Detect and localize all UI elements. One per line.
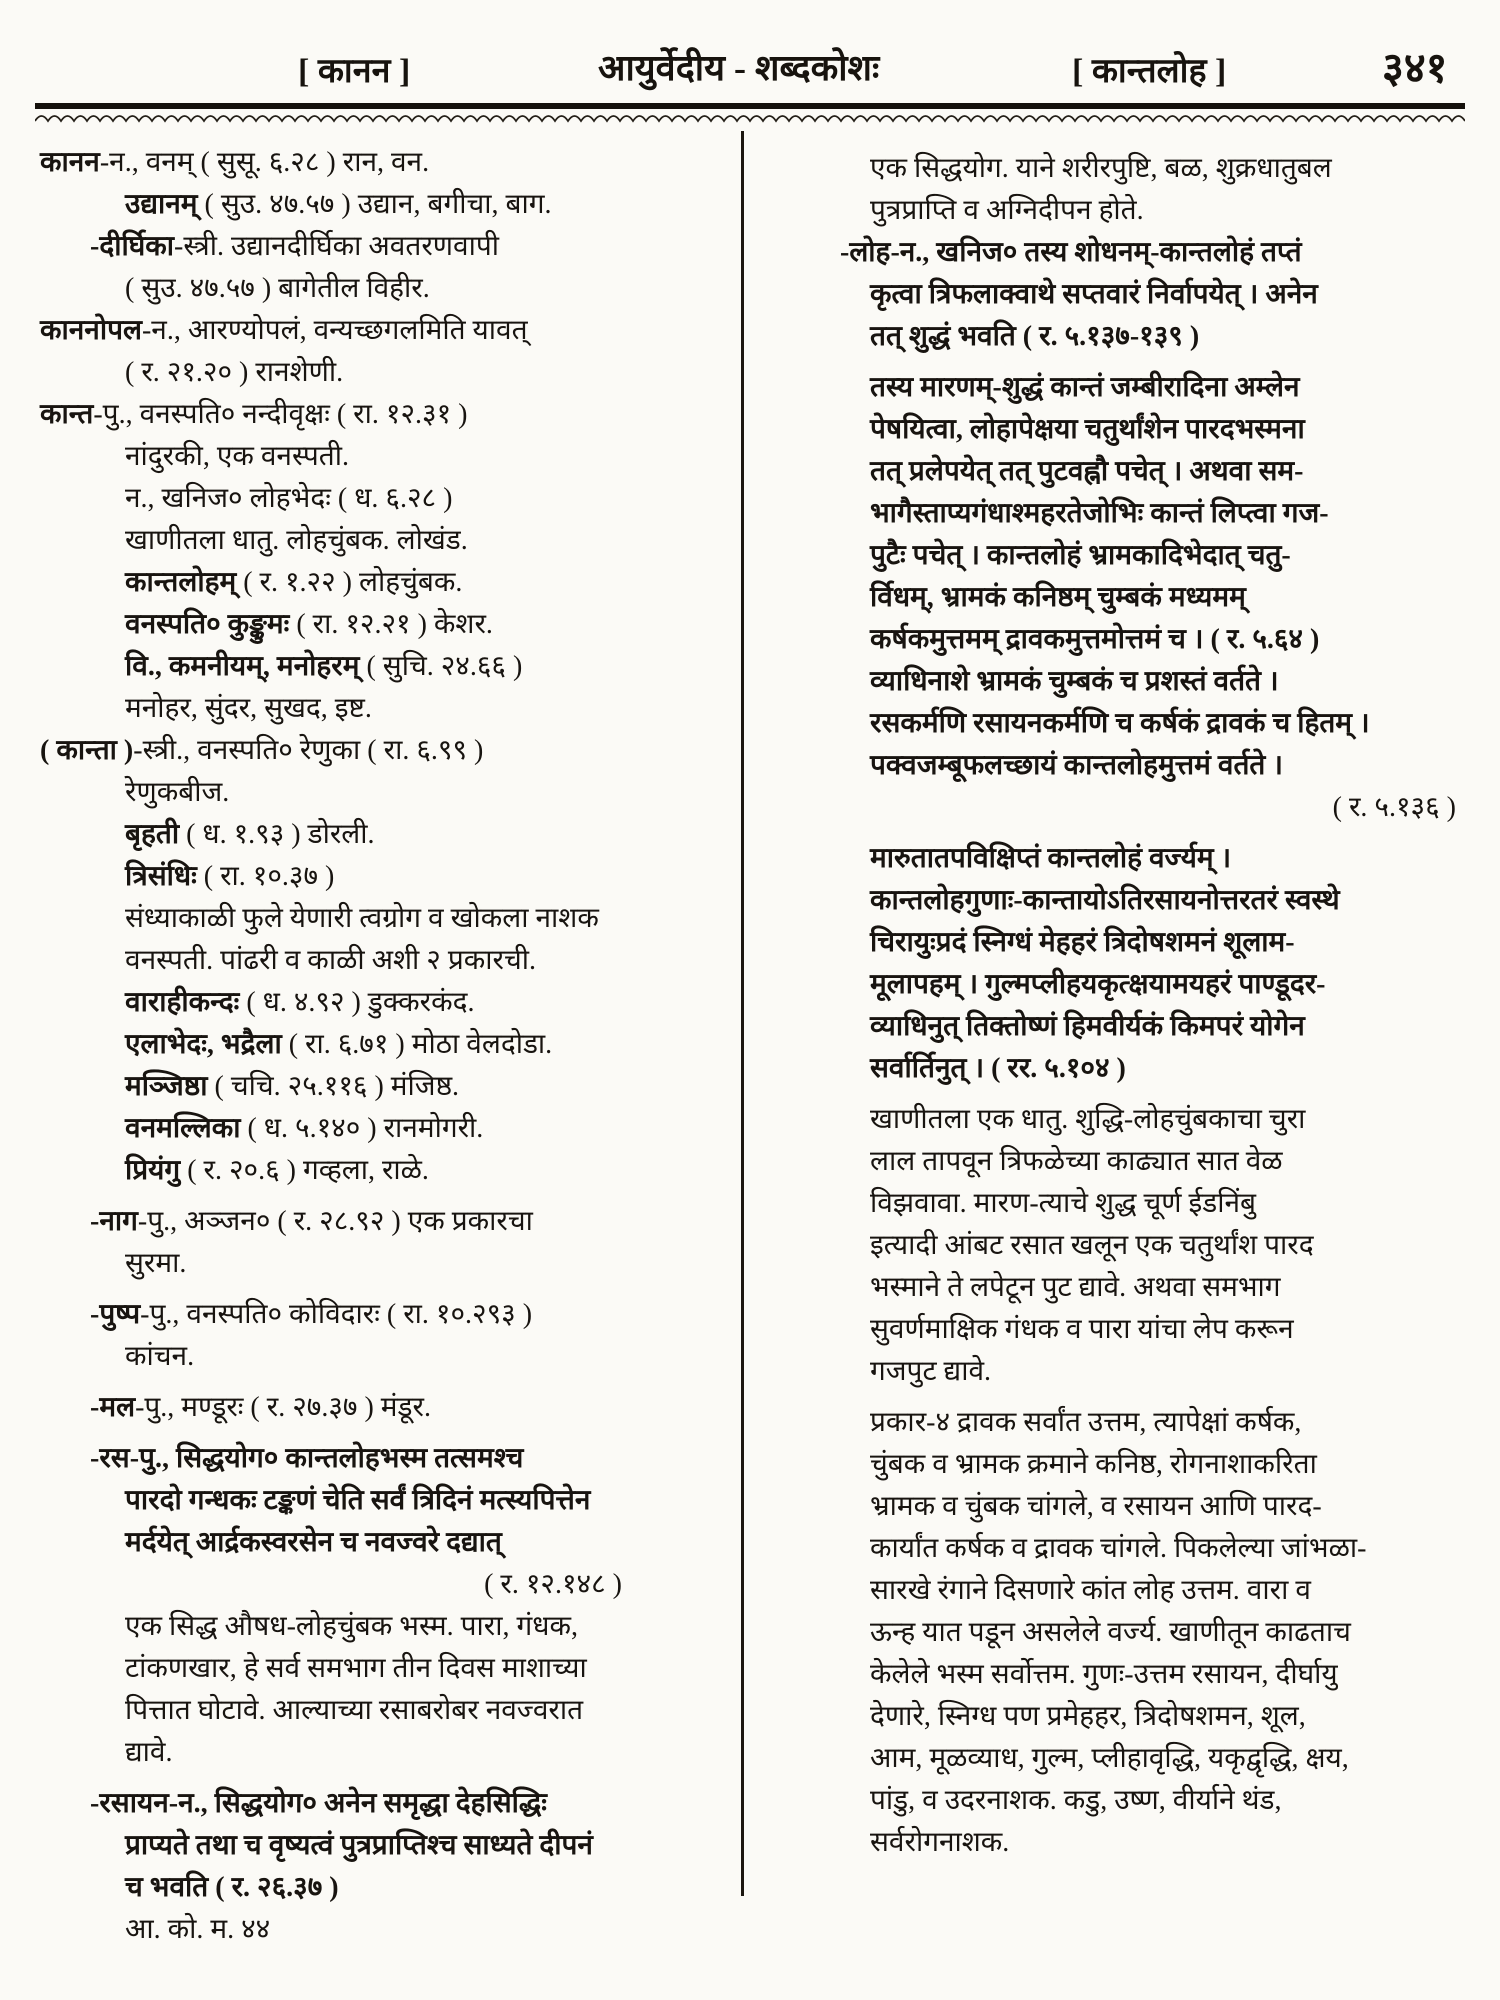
line-text: भस्माने ते लपेटून पुट द्यावे. अथवा समभाग xyxy=(870,1272,1281,1303)
line-text: -न., वनम् ( सुसू. ६.२८ ) रान, वन. xyxy=(99,147,430,178)
dict-line xyxy=(125,1066,640,1108)
dict-line xyxy=(125,814,640,856)
dict-line xyxy=(870,661,1460,703)
dict-line xyxy=(40,310,640,352)
headword: एलाभेदः, भद्रैला xyxy=(125,1029,282,1060)
line-text: सर्वार्तिनुत् । ( रर. ५.१०४ ) xyxy=(870,1053,1126,1084)
line-text: मनोहर, सुंदर, सुखद, इष्ट. xyxy=(125,693,372,724)
dict-line xyxy=(870,367,1460,409)
line-text: केलेले भस्म सर्वोत्तम. गुणः-उत्तम रसायन, दीर्घायु xyxy=(870,1659,1338,1690)
line-text: सुवर्णमाक्षिक गंधक व पारा यांचा लेप करून xyxy=(870,1314,1294,1345)
line-text: ( र. २०.६ ) गव्हला, राळे. xyxy=(180,1155,429,1186)
dict-line xyxy=(90,1387,640,1429)
dict-line xyxy=(870,1006,1460,1048)
headword: कानन xyxy=(40,147,100,178)
line-text: एक सिद्ध औषध-लोहचुंबक भस्म. पारा, गंधक, xyxy=(125,1611,578,1642)
line-text: -न., आरण्योपलं, वन्यच्छगलमिति यावत् xyxy=(141,315,528,346)
page-title: आयुर्वेदीय - शब्दकोशः xyxy=(598,48,880,88)
line-text: पुत्रप्राप्ति व अग्निदीपन होते. xyxy=(870,195,1144,226)
dict-line xyxy=(870,535,1460,577)
dict-line xyxy=(90,1201,640,1243)
line-text: ( ध. १.९३ ) डोरली. xyxy=(179,819,375,850)
dict-line xyxy=(870,922,1460,964)
headword: वाराहीकन्दः xyxy=(125,987,240,1018)
dict-line xyxy=(125,478,640,520)
line-text: तत् प्रलेपयेत् तत् पुटवह्नौ पचेत् । अथवा सम- xyxy=(870,456,1304,487)
dict-line xyxy=(125,1336,640,1378)
line-text: ( र. २१.२० ) रानशेणी. xyxy=(125,357,344,388)
dict-line xyxy=(125,352,640,394)
dict-line xyxy=(125,436,640,478)
headword: -मल xyxy=(90,1392,136,1423)
line-text: ( रा. ६.७१ ) मोठा वेलदोडा. xyxy=(281,1029,553,1060)
dict-line xyxy=(870,1141,1460,1183)
line-text: -न., सिद्धयोग० अनेन समृद्धा देहसिद्धिः xyxy=(168,1788,547,1819)
line-text: वनस्पती. पांढरी व काळी अशी २ प्रकारची. xyxy=(125,945,537,976)
headword: त्रिसंधिः xyxy=(125,861,197,892)
dict-line xyxy=(125,1108,640,1150)
dict-line xyxy=(125,1732,640,1774)
dict-line xyxy=(870,1309,1460,1351)
line-text: ( रा. १०.३७ ) xyxy=(196,861,335,892)
line-text: मारुतातपविक्षिप्तं कान्तलोहं वर्ज्यम् । xyxy=(870,843,1232,874)
headword: प्रियंगु xyxy=(125,1155,181,1186)
line-text: सुरमा. xyxy=(125,1248,187,1279)
line-text: एक सिद्धयोग. याने शरीरपुष्टि, बळ, शुक्रधातुबल xyxy=(870,153,1332,184)
headword: वनमल्लिका xyxy=(125,1113,241,1144)
dict-line xyxy=(870,190,1460,232)
line-text: खाणीतला एक धातु. शुद्धि-लोहचुंबकाचा चुरा xyxy=(870,1104,1306,1135)
headword: काननोपल xyxy=(40,315,142,346)
dict-line xyxy=(125,1909,640,1951)
column-left xyxy=(40,142,640,1951)
line-text: पित्तात घोटावे. आल्याच्या रसाबरोबर नवज्वरात xyxy=(125,1695,584,1726)
headword: वनस्पति० कुङ्कुमः xyxy=(125,609,290,640)
headword: बृहती xyxy=(125,819,180,850)
line-text: -पु., मण्डूरः ( र. २७.३७ ) मंडूर. xyxy=(135,1392,431,1423)
dict-line xyxy=(125,982,640,1024)
dict-line xyxy=(125,604,640,646)
line-text: आम, मूळव्याध, गुल्म, प्लीहावृद्धि, यकृद्वृद्धि, क्षय, xyxy=(870,1743,1349,1774)
dict-line xyxy=(125,646,640,688)
dict-line xyxy=(125,268,640,310)
dict-line xyxy=(870,1402,1460,1444)
line-text: -पु., अञ्जन० ( र. २८.९२ ) एक प्रकारचा xyxy=(137,1206,533,1237)
line-text: ( सुउ. ४७.५७ ) बागेतील विहीर. xyxy=(125,273,430,304)
dict-line xyxy=(870,148,1460,190)
line-text: सारखे रंगाने दिसणारे कांत लोह उत्तम. वारा व xyxy=(870,1575,1311,1606)
line-text: प्राप्यते तथा च वृष्यत्वं पुत्रप्राप्तिश्च साध्यते दीपनं xyxy=(125,1830,593,1861)
dict-line xyxy=(125,898,640,940)
dict-line xyxy=(40,142,640,184)
line-text: व्याधिनाशे भ्रामकं चुम्बकं च प्रशस्तं वर्तते । xyxy=(870,666,1279,697)
dict-line xyxy=(870,1267,1460,1309)
line-text: संध्याकाळी फुले येणारी त्वग्रोग व खोकला नाशक xyxy=(125,903,599,934)
line-text: भागैस्ताप्यगंधाश्महरतेजोभिः कान्तं लिप्त्वा गज- xyxy=(870,498,1329,529)
dict-line xyxy=(870,1780,1460,1822)
dict-line xyxy=(870,316,1460,358)
dict-line xyxy=(870,619,1460,661)
dict-line xyxy=(125,1150,640,1192)
line-text: मर्दयेत् आर्द्रकस्वरसेन च नवज्वरे दद्यात् xyxy=(125,1527,502,1558)
headword: उद्यानम् xyxy=(125,189,198,220)
line-text: गजपुट द्यावे. xyxy=(870,1356,992,1387)
line-text: ऊन्ह यात पडून असलेले वर्ज्य. खाणीतून काढताच xyxy=(870,1617,1351,1648)
dict-line xyxy=(125,520,640,562)
line-text: कृत्वा त्रिफलाक्वाथे सप्तवारं निर्वापयेत् । अनेन xyxy=(870,279,1318,310)
line-text: ( सुउ. ४७.५७ ) उद्यान, बगीचा, बाग. xyxy=(197,189,552,220)
dict-line xyxy=(125,772,640,814)
wavy-rule xyxy=(35,111,1465,125)
line-text: पेषयित्वा, लोहापेक्षया चतुर्थांशेन पारदभस्मना xyxy=(870,414,1305,445)
line-text: ( रा. १२.२१ ) केशर. xyxy=(289,609,493,640)
line-text: -पु., सिद्धयोग० कान्तलोहभस्म तत्समश्च xyxy=(129,1443,524,1474)
line-text: रसकर्मणि रसायनकर्मणि च कर्षकं द्रावकं च हितम् । xyxy=(870,708,1370,739)
line-text: -न., खनिज० तस्य शोधनम्-कान्तलोहं तप्तं xyxy=(890,237,1302,268)
column-divider xyxy=(741,131,744,1896)
column-right xyxy=(840,148,1460,1864)
line-text: भ्रामक व चुंबक चांगले, व रसायन आणि पारद- xyxy=(870,1491,1322,1522)
line-text: नांदुरकी, एक वनस्पती. xyxy=(125,441,349,472)
line-text: -पु., वनस्पति० कोविदारः ( रा. १०.२९३ ) xyxy=(140,1299,533,1330)
headword: वि., कमनीयम्, मनोहरम् xyxy=(125,651,360,682)
dict-line xyxy=(870,703,1460,745)
dict-line xyxy=(870,1183,1460,1225)
dict-line xyxy=(90,1783,640,1825)
dict-line xyxy=(125,1243,640,1285)
dict-line xyxy=(40,1564,622,1606)
dict-line xyxy=(870,1612,1460,1654)
dict-line xyxy=(40,730,640,772)
line-text: रेणुकबीज. xyxy=(125,777,230,808)
dict-line xyxy=(870,964,1460,1006)
line-text: लाल तापवून त्रिफळेच्या काढ्यात सात वेळ xyxy=(870,1146,1283,1177)
line-text: प्रकार-४ द्रावक सर्वांत उत्तम, त्यापेक्षां कर्षक, xyxy=(870,1407,1302,1438)
dict-line xyxy=(125,856,640,898)
line-text: न., खनिज० लोहभेदः ( ध. ६.२८ ) xyxy=(125,483,453,514)
line-text: विझवावा. मारण-त्याचे शुद्ध चूर्ण ईडनिंबु xyxy=(870,1188,1256,1219)
line-text: कार्यांत कर्षक व द्रावक चांगले. पिकलेल्या जांभळा- xyxy=(870,1533,1367,1564)
dict-line xyxy=(870,451,1460,493)
dict-line xyxy=(840,232,1460,274)
dict-line xyxy=(125,1867,640,1909)
headword: -रसायन xyxy=(90,1788,169,1819)
dict-line xyxy=(870,1225,1460,1267)
dict-line xyxy=(870,1048,1460,1090)
dict-line xyxy=(125,1606,640,1648)
headword: कान्तलोहगुणाः xyxy=(870,885,1014,916)
headword: -पुष्प xyxy=(90,1299,141,1330)
dict-line xyxy=(870,838,1460,880)
line-text: ( र. १२.१४८ ) xyxy=(484,1569,622,1600)
dict-line xyxy=(125,940,640,982)
dict-line xyxy=(125,184,640,226)
line-text: र्विधम्, भ्रामकं कनिष्ठम् चुम्बकं मध्यमम् xyxy=(870,582,1246,613)
headword: कान्त xyxy=(40,399,94,430)
line-text: ( चचि. २५.११६ ) मंजिष्ठ. xyxy=(207,1071,460,1102)
headword: मञ्जिष्ठा xyxy=(125,1071,208,1102)
line-text: तत् शुद्धं भवति ( र. ५.१३७-१३९ ) xyxy=(870,321,1200,352)
line-text: इत्यादी आंबट रसात खलून एक चतुर्थांश पारद xyxy=(870,1230,1314,1261)
dict-line xyxy=(125,1690,640,1732)
page-number: ३४१ xyxy=(1382,46,1448,92)
line-text: आ. को. म. ४४ xyxy=(125,1914,271,1945)
dict-line xyxy=(840,787,1456,829)
dict-line xyxy=(870,274,1460,316)
dict-line xyxy=(870,1099,1460,1141)
dict-line xyxy=(40,394,640,436)
dict-line xyxy=(90,1438,640,1480)
line-text: पुटैः पचेत् । कान्तलोहं भ्रामकादिभेदात् चतु- xyxy=(870,540,1291,571)
line-text: -स्त्री., वनस्पति० रेणुका ( रा. ६.९९ ) xyxy=(133,735,484,766)
dict-line xyxy=(870,1528,1460,1570)
headword: -लोह xyxy=(840,237,891,268)
line-text: द्यावे. xyxy=(125,1737,173,1768)
line-text: -शुद्धं कान्तं जम्बीरादिना अम्लेन xyxy=(992,372,1300,403)
line-text: व्याधिनुत् तिक्तोष्णं हिमवीर्यकं किमपरं योगेन xyxy=(870,1011,1305,1042)
dict-line xyxy=(125,1648,640,1690)
dict-line xyxy=(870,1738,1460,1780)
dict-line xyxy=(125,1480,640,1522)
line-text: कर्षकमुत्तमम् द्रावकमुत्तमोत्तमं च । ( र. ५.६४ ) xyxy=(870,624,1320,655)
headword: -रस xyxy=(90,1443,130,1474)
dict-line xyxy=(870,1654,1460,1696)
line-text: ( ध. ४.९२ ) डुक्करकंद. xyxy=(239,987,475,1018)
line-text: ( ध. ५.१४० ) रानमोगरी. xyxy=(240,1113,484,1144)
dict-line xyxy=(870,1822,1460,1864)
dict-line xyxy=(870,1696,1460,1738)
dict-line xyxy=(870,745,1460,787)
line-text: ( सुचि. २४.६६ ) xyxy=(359,651,523,682)
line-text: ( र. १.२२ ) लोहचुंबक. xyxy=(236,567,463,598)
line-text: ( र. ५.१३६ ) xyxy=(1332,792,1456,823)
line-text: -पु., वनस्पति० नन्दीवृक्षः ( रा. १२.३१ ) xyxy=(93,399,468,430)
line-text: खाणीतला धातु. लोहचुंबक. लोखंड. xyxy=(125,525,468,556)
headword: ( कान्ता ) xyxy=(40,735,134,766)
dict-line xyxy=(870,1570,1460,1612)
dict-line xyxy=(870,409,1460,451)
line-text: च भवति ( र. २६.३७ ) xyxy=(125,1872,339,1903)
headword: तस्य मारणम् xyxy=(870,372,993,403)
dict-line xyxy=(125,1024,640,1066)
dict-line xyxy=(125,688,640,730)
dict-line xyxy=(870,493,1460,535)
line-text: पक्वजम्बूफलच्छायं कान्तलोहमुत्तमं वर्तते । xyxy=(870,750,1283,781)
line-text: पांडु, व उदरनाशक. कडु, उष्ण, वीर्याने थंड, xyxy=(870,1785,1282,1816)
dict-line xyxy=(870,1486,1460,1528)
line-text: पारदो गन्धकः टङ्कणं चेति सर्वं त्रिदिनं मत्स्यपित्तेन xyxy=(125,1485,591,1516)
dict-line xyxy=(125,562,640,604)
header-left-guide-word: [ कानन ] xyxy=(298,53,411,90)
headword: कान्तलोहम् xyxy=(125,567,237,598)
line-text: -स्त्री. उद्यानदीर्घिका अवतरणवापी xyxy=(174,231,499,262)
line-text: -कान्तायोऽतिरसायनोत्तरतरं स्वस्थे xyxy=(1013,885,1340,916)
line-text: टांकणखार, हे सर्व समभाग तीन दिवस माशाच्या xyxy=(125,1653,587,1684)
dict-line xyxy=(90,1294,640,1336)
line-text: चुंबक व भ्रामक क्रमाने कनिष्ठ, रोगनाशाकरिता xyxy=(870,1449,1317,1480)
line-text: चिरायुःप्रदं स्निग्धं मेहहरं त्रिदोषशमनं शूलाम- xyxy=(870,927,1295,958)
dict-line xyxy=(870,577,1460,619)
dict-line xyxy=(90,226,640,268)
dict-line xyxy=(870,1444,1460,1486)
header-rule xyxy=(35,103,1465,109)
dict-line xyxy=(125,1522,640,1564)
dict-line xyxy=(125,1825,640,1867)
line-text: सर्वरोगनाशक. xyxy=(870,1827,1010,1858)
dict-line xyxy=(870,880,1460,922)
header-right-guide-word: [ कान्तलोह ] xyxy=(1072,53,1227,90)
line-text: देणारे, स्निग्ध पण प्रमेहहर, त्रिदोषशमन, शूल, xyxy=(870,1701,1306,1732)
line-text: मूलापहम् । गुल्मप्लीहयकृत्क्षयामयहरं पाण्डूदर- xyxy=(870,969,1326,1000)
dict-line xyxy=(870,1351,1460,1393)
headword: -नाग xyxy=(90,1206,138,1237)
line-text: कांचन. xyxy=(125,1341,195,1372)
headword: -दीर्घिका xyxy=(90,231,175,262)
